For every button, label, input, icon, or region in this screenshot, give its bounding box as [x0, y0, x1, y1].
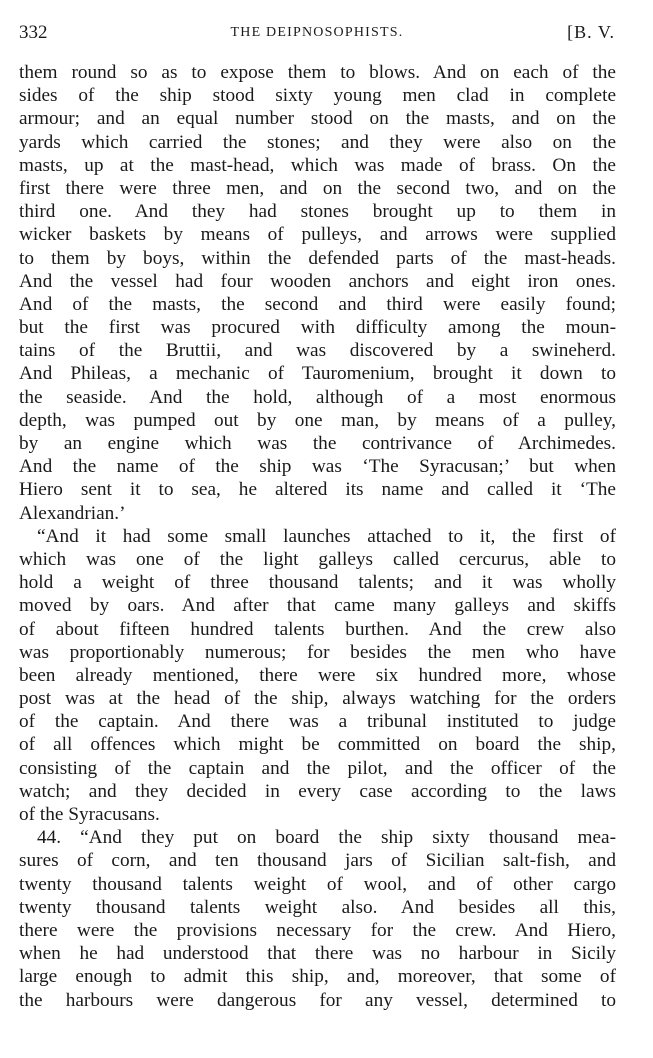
- text-line: first there were three men, and on the second two, and on the: [19, 177, 616, 199]
- text-line: sures of corn, and ten thousand jars of Sicilian salt-fish, and: [19, 850, 616, 872]
- text-line: And of the masts, the second and third were easily found;: [19, 293, 616, 315]
- text-line: large enough to admit this ship, and, moreover, that some of: [19, 966, 616, 988]
- page-header: [19, 22, 615, 46]
- text-line: which was one of the light galleys called cercurus, able to: [19, 548, 616, 570]
- text-line: armour; and an equal number stood on the masts, and on the: [19, 108, 616, 130]
- text-line: twenty thousand talents weight of wool, and of other cargo: [19, 873, 616, 895]
- text-line: watch; and they decided in every case according to the laws: [19, 780, 616, 802]
- text-line: the harbours were dangerous for any vessel, determined to: [19, 989, 616, 1011]
- text-line: there were the provisions necessary for the crew. And Hiero,: [19, 919, 616, 941]
- text-line: of the captain. And there was a tribunal instituted to judge: [19, 711, 616, 733]
- text-line: hold a weight of three thousand talents; and it was wholly: [19, 572, 616, 594]
- text-line: wicker baskets by means of pulleys, and arrows were supplied: [19, 224, 616, 246]
- text-line: been already mentioned, there were six hundred more, whose: [19, 664, 616, 686]
- text-line: was proportionably numerous; for besides the men who have: [19, 641, 616, 663]
- text-line: of all offences which might be committed on board the ship,: [19, 734, 616, 756]
- text-line: And the name of the ship was ‘The Syracusan;’ but when: [19, 456, 616, 478]
- book-reference: [B. V.: [567, 22, 615, 42]
- text-line: tains of the Bruttii, and was discovered by a swineherd.: [19, 340, 616, 362]
- paragraph-end-line: of the Syracusans.: [19, 804, 160, 825]
- text-line: And the vessel had four wooden anchors and eight iron ones.: [19, 270, 616, 292]
- text-line: when he had understood that there was no harbour in Sicily: [19, 943, 616, 965]
- text-line: third one. And they had stones brought up to them in: [19, 201, 616, 223]
- text-line: sides of the ship stood sixty young men clad in complete: [19, 85, 616, 107]
- page-number: 332: [19, 22, 48, 43]
- paragraph-start-line: “And it had some small launches attached to it, the first of: [37, 525, 616, 547]
- text-line: but the first was procured with difficulty among the moun-: [19, 317, 616, 339]
- text-line: of about fifteen hundred talents burthen. And the crew also: [19, 618, 616, 640]
- section-44-start-line: 44. “And they put on board the ship sixty thousand mea-: [37, 827, 616, 849]
- text-line: yards which carried the stones; and they were also on the: [19, 131, 616, 153]
- text-line: the seaside. And the hold, although of a most enormous: [19, 386, 616, 408]
- text-line: twenty thousand talents weight also. And besides all this,: [19, 896, 616, 918]
- text-line: post was at the head of the ship, always watching for the orders: [19, 688, 616, 710]
- text-line: consisting of the captain and the pilot, and the officer of the: [19, 757, 616, 779]
- text-line: masts, up at the mast-head, which was made of brass. On the: [19, 154, 616, 176]
- text-line: Hiero sent it to sea, he altered its name and called it ‘The: [19, 479, 616, 501]
- text-line: by an engine which was the contrivance of Archimedes.: [19, 433, 616, 454]
- running-title: THE DEIPNOSOPHISTS.: [230, 25, 404, 40]
- text-line: And Phileas, a mechanic of Tauromenium, brought it down to: [19, 363, 616, 385]
- text-line: to them by boys, within the defended parts of the mast-heads.: [19, 247, 616, 269]
- text-line: them round so as to expose them to blows. And on each of the: [19, 62, 616, 83]
- paragraph-end-line: Alexandrian.’: [19, 502, 126, 524]
- text-line: moved by oars. And after that came many galleys and skiffs: [19, 595, 616, 617]
- body-text: [19, 61, 616, 1012]
- text-line: depth, was pumped out by one man, by means of a pulley,: [19, 409, 616, 431]
